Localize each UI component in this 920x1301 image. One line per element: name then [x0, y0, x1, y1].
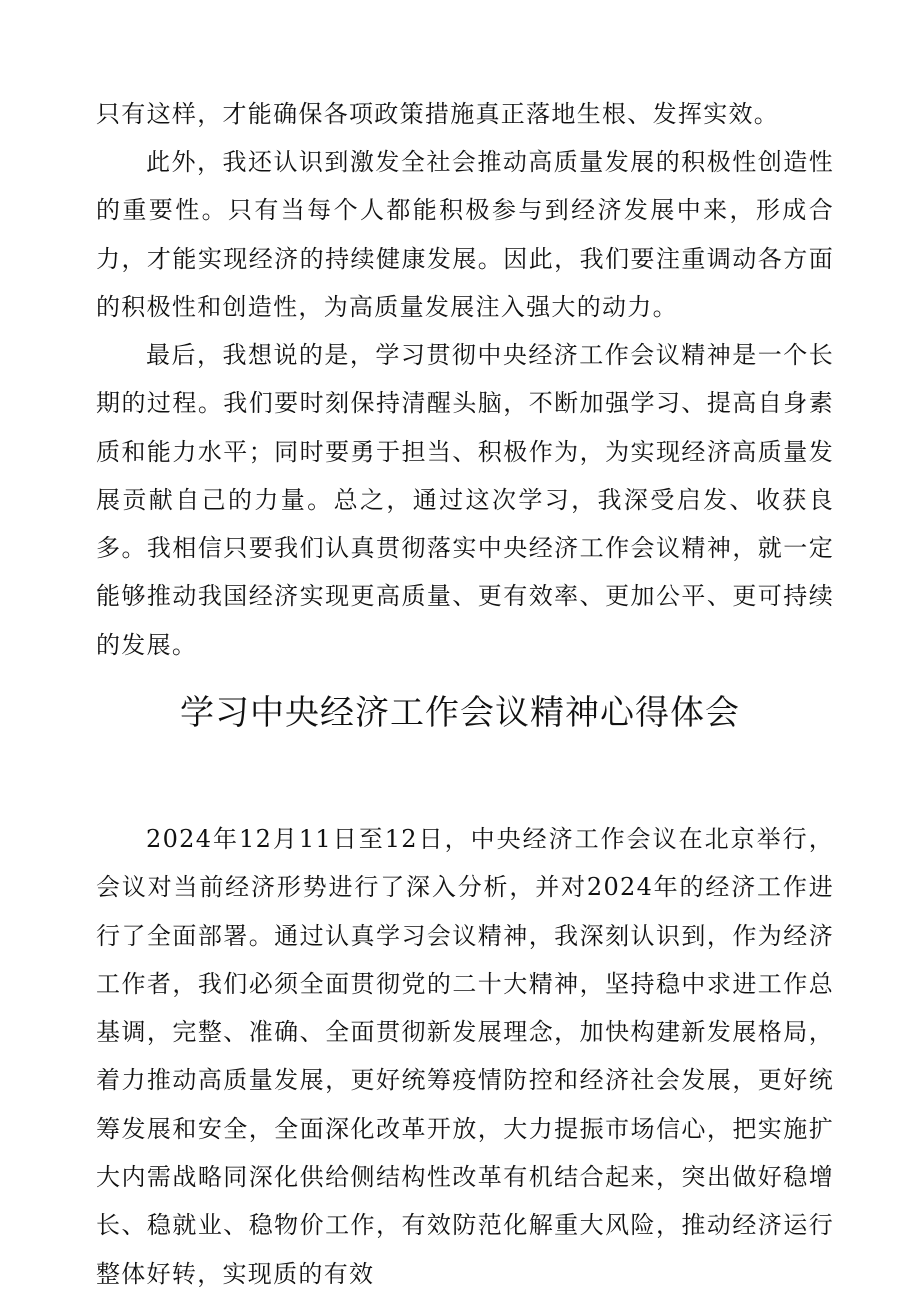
paragraph: 最后，我想说的是，学习贯彻中央经济工作会议精神是一个长期的过程。我们要时刻保持清醒头脑，不断加强学习、提高自身素质和能力水平；同时要勇于担当、积极作为，为实现经济高质量发展贡献自己的力量。总之，通过这次学习，我深受启发、收获良多。我相信只要我们认真贯彻落实中央经济工作会议精神，就一定能够推动我国经济实现更高质量、更有效率、更加公平、更可持续的发展。	[96, 341, 834, 659]
article-title: 学习中央经济工作会议精神心得体会	[180, 693, 740, 733]
paragraph-continuation: 只有这样，才能确保各项政策措施真正落地生根、发挥实效。	[96, 100, 780, 128]
paragraph: 2024年12月11日至12日，中央经济工作会议在北京举行，会议对当前经济形势进行了深入分析，并对2024年的经济工作进行了全面部署。通过认真学习会议精神，我深刻认识到，作为经济工作者，我们必须全面贯彻党的二十大精神，坚持稳中求进工作总基调，完整、准确、全面贯彻新发展理念，加快构建新发展格局，着力推动高质量发展，更好统筹疫情防控和经济社会发展，更好统筹发展和安全，全面深化改革开放，大力提振市场信心，把实施扩大内需战略同深化供给侧结构性改革有机结合起来，突出做好稳增长、稳就业、稳物价工作，有效防范化解重大风险，推动经济运行整体好转，实现质的有效	[96, 825, 834, 1288]
paragraph: 此外，我还认识到激发全社会推动高质量发展的积极性创造性的重要性。只有当每个人都能积极参与到经济发展中来，形成合力，才能实现经济的持续健康发展。因此，我们要注重调动各方面的积极性和创造性，为高质量发展注入强大的动力。	[96, 148, 834, 321]
